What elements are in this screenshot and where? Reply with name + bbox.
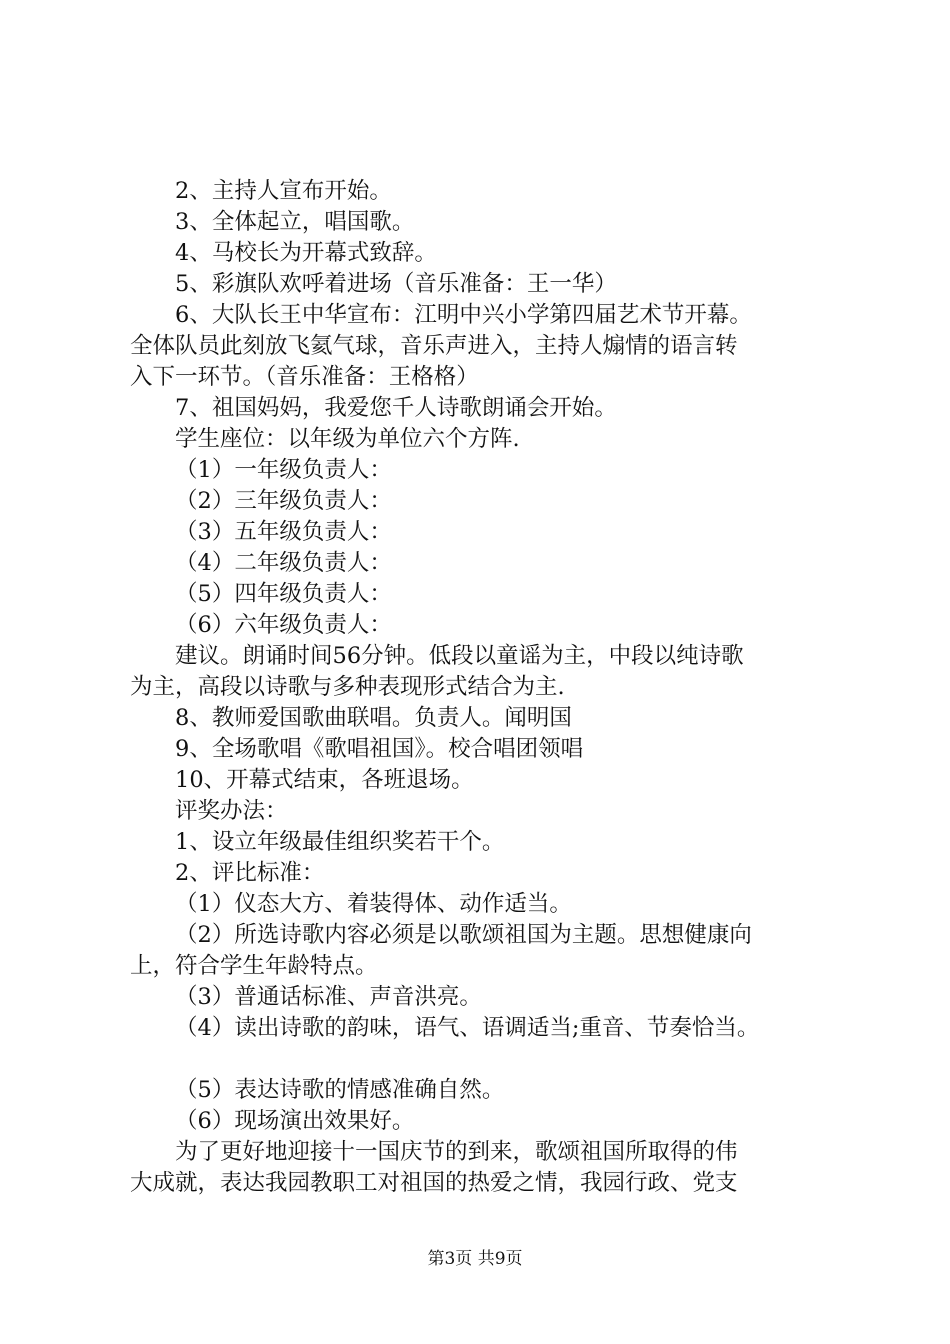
text-line: 2、评比标准： [175, 860, 325, 886]
text-line: 为主，高段以诗歌与多种表现形式结合为主. [130, 674, 565, 700]
document-body [130, 176, 850, 1199]
text-line: （1）一年级负责人： [175, 457, 392, 483]
text-line: 建议。朗诵时间56分钟。低段以童谣为主，中段以纯诗歌 [175, 643, 744, 669]
text-line: 2、主持人宣布开始。 [175, 178, 392, 204]
text-line: （2）三年级负责人： [175, 488, 392, 514]
blank-line [130, 1044, 850, 1075]
text-line: （5）四年级负责人： [175, 581, 392, 607]
text-line: 全体队员此刻放飞氦气球，音乐声进入，主持人煽情的语言转 [130, 333, 738, 359]
text-line: 9、全场歌唱《歌唱祖国》。校合唱团领唱 [175, 736, 584, 762]
text-line: （2）所选诗歌内容必须是以歌颂祖国为主题。思想健康向 [175, 922, 752, 948]
text-line: 学生座位：以年级为单位六个方阵. [175, 426, 520, 452]
text-line: （1）仪态大方、着装得体、动作适当。 [175, 891, 572, 917]
text-line: 入下一环节。（音乐准备：王格格） [130, 364, 479, 390]
text-line: （6）现场演出效果好。 [175, 1108, 415, 1134]
text-line: 8、教师爱国歌曲联唱。负责人。闻明国 [175, 705, 572, 731]
text-line: （3）五年级负责人： [175, 519, 392, 545]
text-line: 3、全体起立，唱国歌。 [175, 209, 415, 235]
text-line: 6、大队长王中华宣布：江明中兴小学第四届艺术节开幕。 [175, 302, 752, 328]
text-line: 4、马校长为开幕式致辞。 [175, 240, 437, 266]
text-line: （3）普通话标准、声音洪亮。 [175, 984, 482, 1010]
text-line: 1、设立年级最佳组织奖若干个。 [175, 829, 505, 855]
text-line: 7、祖国妈妈，我爱您千人诗歌朗诵会开始。 [175, 395, 617, 421]
text-line: 5、彩旗队欢呼着进场（音乐准备：王一华） [175, 271, 617, 297]
text-line: （6）六年级负责人： [175, 612, 392, 638]
text-line: 大成就，表达我园教职工对祖国的热爱之情，我园行政、党支 [130, 1170, 738, 1196]
page-footer: 第3页 共9页 [427, 1249, 523, 1269]
text-line: 为了更好地迎接十一国庆节的到来，歌颂祖国所取得的伟 [175, 1139, 738, 1165]
text-line: 10、开幕式结束，各班退场。 [175, 767, 474, 793]
text-line: （4）二年级负责人： [175, 550, 392, 576]
text-line: 评奖办法： [175, 798, 288, 824]
text-line: （4）读出诗歌的韵味，语气、语调适当;重音、节奏恰当。 [175, 1015, 760, 1041]
text-line: （5）表达诗歌的情感准确自然。 [175, 1077, 505, 1103]
text-line: 上，符合学生年龄特点。 [130, 953, 378, 979]
